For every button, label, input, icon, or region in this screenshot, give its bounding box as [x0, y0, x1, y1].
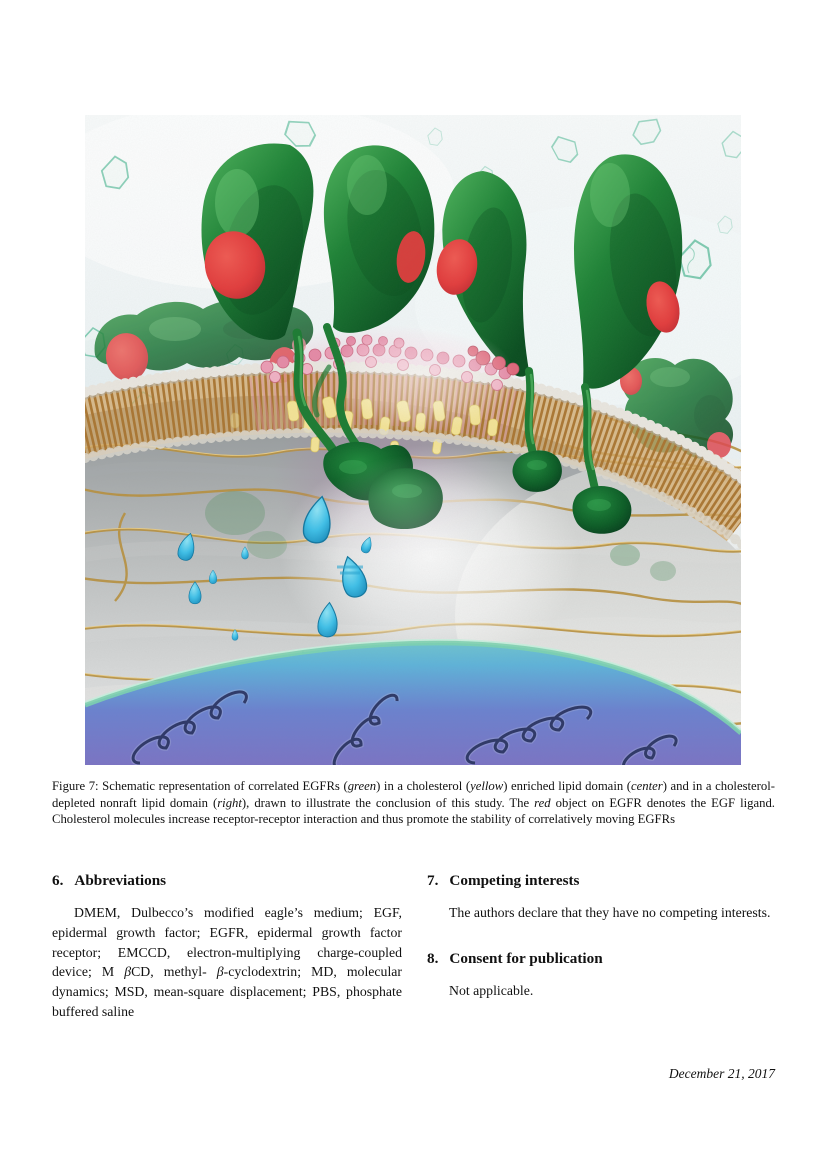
- figure7-caption: Figure 7: Schematic representation of correlated EGFRs (green) in a cholesterol (yellow) enriched lipid domain (center) and in a cholesterol-depleted nonraft lipid domain (right), drawn to illustrate the conclusion of this study. The red object on EGFR denotes the EGF ligand. Cholesterol molecules increase receptor-receptor interaction and thus promote the stability of correlatively moving EGFRs: [52, 779, 775, 827]
- section-number: 7.: [427, 872, 439, 889]
- section-abbreviations-heading: [52, 872, 402, 890]
- print-grain-overlay: [85, 115, 741, 765]
- section-spacer: [427, 923, 775, 950]
- figure7-svg: [85, 115, 741, 765]
- section-number: 8.: [427, 949, 439, 967]
- section-competing-heading: [427, 872, 775, 890]
- manuscript-date: December 21, 2017: [668, 1066, 775, 1081]
- consent-text: Not applicable.: [449, 982, 534, 998]
- section-title: Abbreviations: [74, 872, 167, 889]
- column-right: [427, 872, 775, 1001]
- section-title: Consent for publication: [449, 949, 603, 967]
- column-left: [52, 872, 402, 1022]
- figure7-illustration: [85, 115, 741, 765]
- section-number: 6.: [52, 872, 64, 889]
- abbreviations-text: DMEM, Dulbecco’s modified eagle’s medium; EGF, epidermal growth factor; EGFR, epidermal growth factor receptor; EMCCD, electron-multiplying charge-coupled device; M βCD, methyl- β-cyclodextrin; MD, molecular dynamics; MSD, mean-square displacement; PBS, phosphate buffered saline: [52, 905, 402, 1019]
- section-consent-heading: [427, 950, 775, 968]
- competing-interests-text: The authors declare that they have no competing interests.: [449, 905, 771, 920]
- section-title: Competing interests: [449, 872, 580, 889]
